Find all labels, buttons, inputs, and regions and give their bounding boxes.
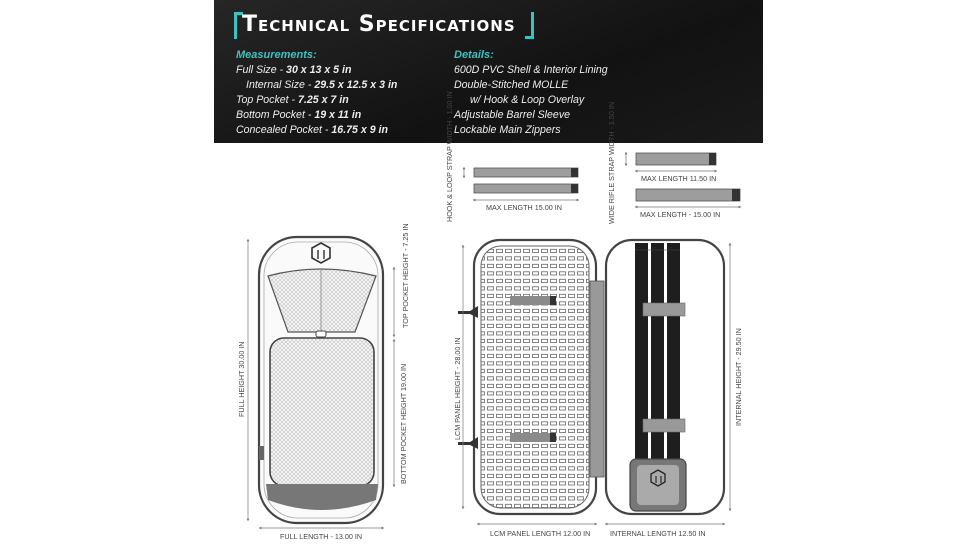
bottom-pocket-height-label: BOTTOM POCKET HEIGHT 19.00 IN [399, 363, 408, 484]
barrel-sleeve-lower [643, 419, 685, 432]
case-interior-view [453, 240, 743, 538]
hook-loop-straps [445, 91, 578, 222]
molle-strap-lower [510, 433, 556, 442]
case-exterior-view [237, 223, 410, 541]
internal-height-label: INTERNAL HEIGHT - 29.50 IN [734, 328, 743, 426]
hook-loop-width-label: HOOK & LOOP STRAP WIDTH - 1.00 IN [445, 91, 454, 222]
rifle-strap-2 [636, 189, 740, 201]
detail-molle: Double-Stitched MOLLE [454, 79, 569, 91]
rifle-straps [607, 102, 740, 224]
barrel-sleeve-upper [643, 303, 685, 316]
measurements-heading: Measurements: [236, 49, 317, 61]
rifle-strap-1 [636, 153, 716, 165]
rifle-strap-1-end [709, 153, 716, 165]
molle-grid [481, 246, 589, 508]
detail-zippers: Lockable Main Zippers [454, 124, 561, 136]
internal-length-label: INTERNAL LENGTH 12.50 IN [610, 529, 706, 538]
rifle-max-length-2-label: MAX LENGTH - 15.00 IN [640, 210, 721, 219]
full-length-label: FULL LENGTH - 13.00 IN [280, 532, 363, 541]
hook-loop-strap-2-end [571, 184, 578, 193]
bottom-pocket-mesh [270, 338, 374, 486]
rifle-max-length-1-label: MAX LENGTH 11.50 IN [641, 174, 717, 183]
molle-strap-upper [510, 296, 556, 305]
page-title-text: Technical Specifications [242, 12, 516, 37]
rifle-width-label: WIDE RIFLE STRAP WIDTH - 1.50 IN [607, 101, 616, 224]
lcm-panel-height-label: LCM PANEL HEIGHT - 28.00 IN [453, 337, 462, 440]
full-height-label: FULL HEIGHT 30.00 IN [237, 341, 246, 417]
measurement-internal-size: Internal Size - 29.5 x 12.5 x 3 in [246, 79, 398, 91]
rifle-strap-2-end [732, 189, 740, 201]
measurement-bottom-pocket: Bottom Pocket - 19 x 11 in [236, 109, 362, 121]
hook-loop-strap-1 [474, 168, 578, 177]
hook-loop-strap-1-end [571, 168, 578, 177]
detail-barrel-sleeve: Adjustable Barrel Sleeve [454, 109, 571, 121]
measurement-top-pocket: Top Pocket - 7.25 x 7 in [236, 94, 349, 106]
details-heading: Details: [454, 49, 494, 61]
measurement-full-size: Full Size - 30 x 13 x 5 in [236, 64, 352, 76]
lcm-panel-length-label: LCM PANEL LENGTH 12.00 IN [490, 529, 591, 538]
case-spine [590, 281, 604, 477]
hook-loop-max-length-label: MAX LENGTH 15.00 IN [486, 203, 562, 212]
measurement-concealed-pocket: Concealed Pocket - 16.75 x 9 in [236, 124, 388, 136]
detail-hook-loop: w/ Hook & Loop Overlay [470, 94, 585, 106]
detail-shell: 600D PVC Shell & Interior Lining [454, 64, 608, 76]
hook-loop-strap-2 [474, 184, 578, 193]
top-pocket-height-label: TOP POCKET HEIGHT - 7.25 IN [401, 223, 410, 328]
